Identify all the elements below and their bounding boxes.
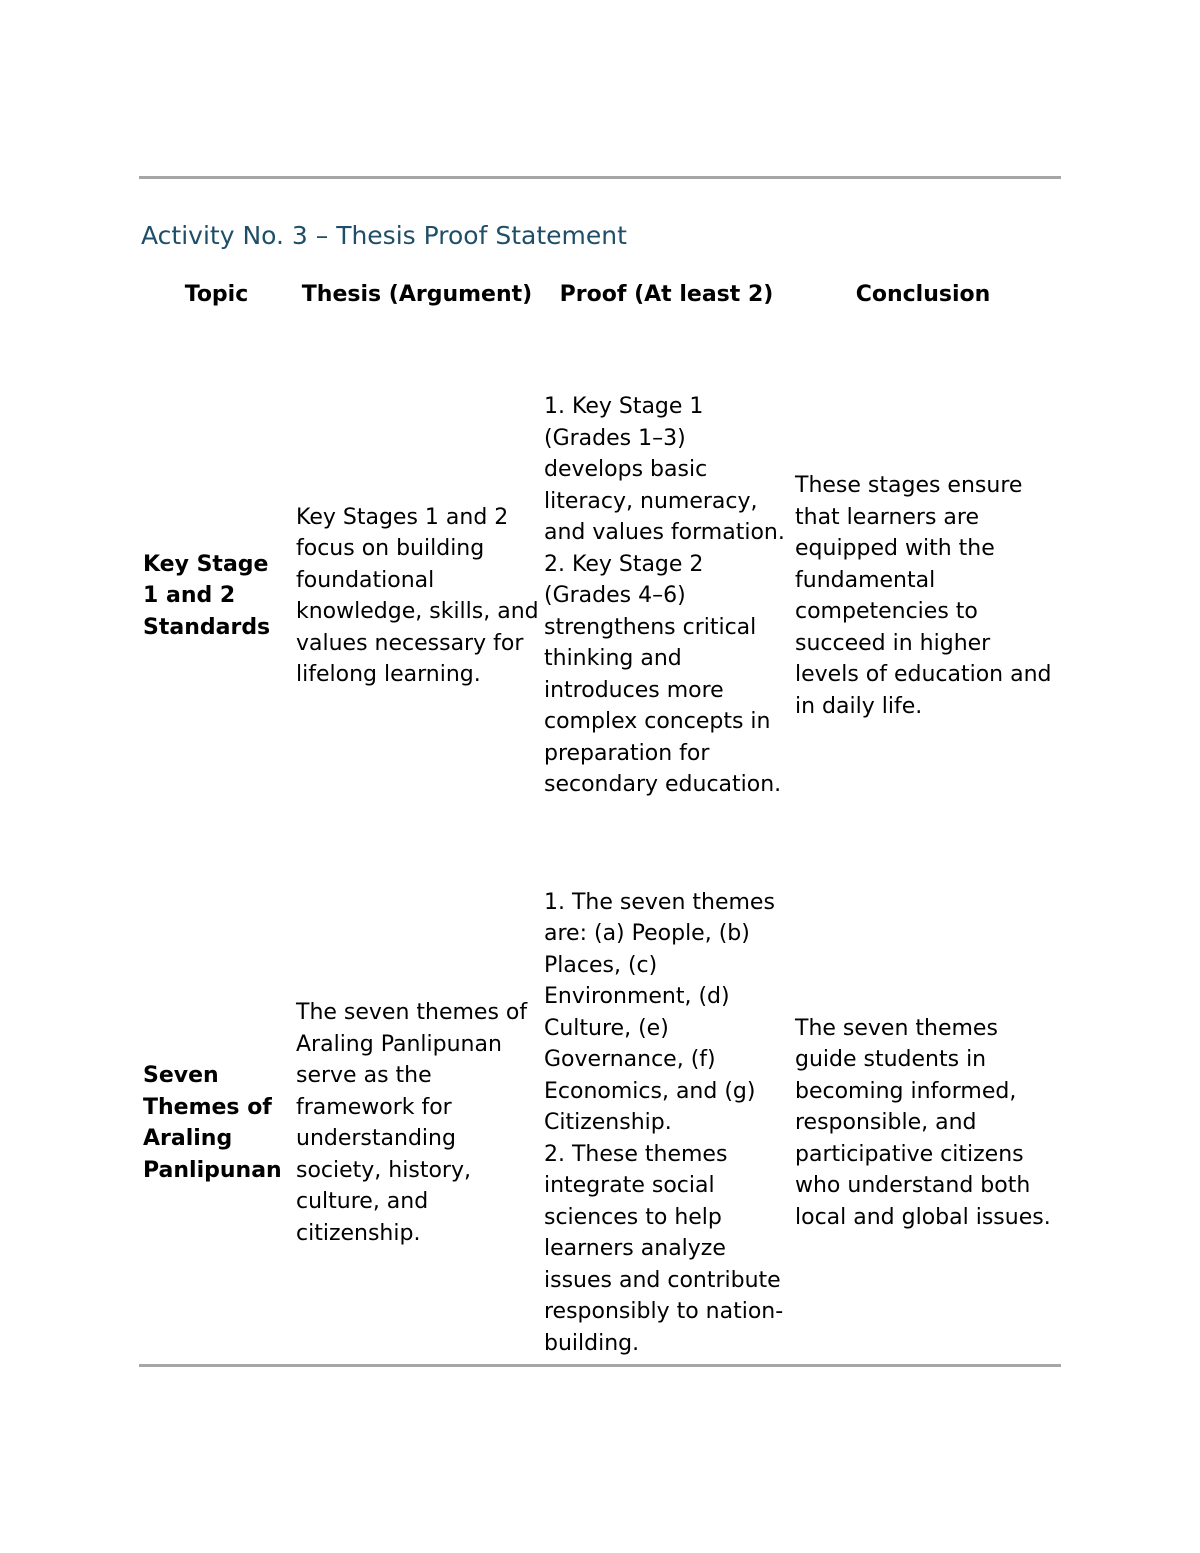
page-title: Activity No. 3 – Thesis Proof Statement	[141, 221, 627, 250]
row-topic: Key Stage 1 and 2 Standards	[143, 551, 271, 640]
row-proof	[541, 328, 792, 848]
table-row	[140, 848, 1054, 1386]
header-thesis: Thesis (Argument)	[301, 282, 533, 307]
table-header-row	[140, 262, 1054, 328]
header-conclusion: Conclusion	[855, 282, 991, 307]
row-conclusion: These stages ensure that learners are equipped with the fundamental competencies to succeed in higher levels of education and in daily life.	[795, 473, 1052, 719]
row-thesis: The seven themes of Araling Panlipunan serve as the framework for understanding society, history, culture, and citizenship.	[296, 1000, 528, 1246]
row-conclusion: The seven themes guide students in becoming informed, responsible, and participative citizens who understand both local and global issues.	[795, 1015, 1051, 1230]
header-proof: Proof (At least 2)	[559, 282, 774, 307]
top-divider	[139, 176, 1061, 179]
proof-item-2: 2. Key Stage 2 (Grades 4–6) strengthens critical thinking and introduces more complex concepts in preparation for secondary education.	[544, 551, 782, 798]
row-proof	[541, 848, 792, 1386]
row-topic: Seven Themes of Araling Panlipunan	[143, 1063, 282, 1183]
thesis-proof-table	[140, 262, 1054, 1386]
proof-item-1: 1. Key Stage 1 (Grades 1–3) develops basic literacy, numeracy, and values formation.	[544, 394, 785, 546]
header-topic: Topic	[184, 282, 249, 307]
table-row	[140, 328, 1054, 848]
proof-item-2: 2. These themes integrate social sciences to help learners analyze issues and contribute responsibly to nation-building.	[544, 1141, 784, 1356]
row-thesis: Key Stages 1 and 2 focus on building foundational knowledge, skills, and values necessary for lifelong learning.	[296, 504, 539, 687]
bottom-divider	[139, 1364, 1061, 1367]
proof-item-1: 1. The seven themes are: (a) People, (b) Places, (c) Environment, (d) Culture, (e) Governance, (f) Economics, and (g) Citizenship.	[544, 889, 775, 1136]
